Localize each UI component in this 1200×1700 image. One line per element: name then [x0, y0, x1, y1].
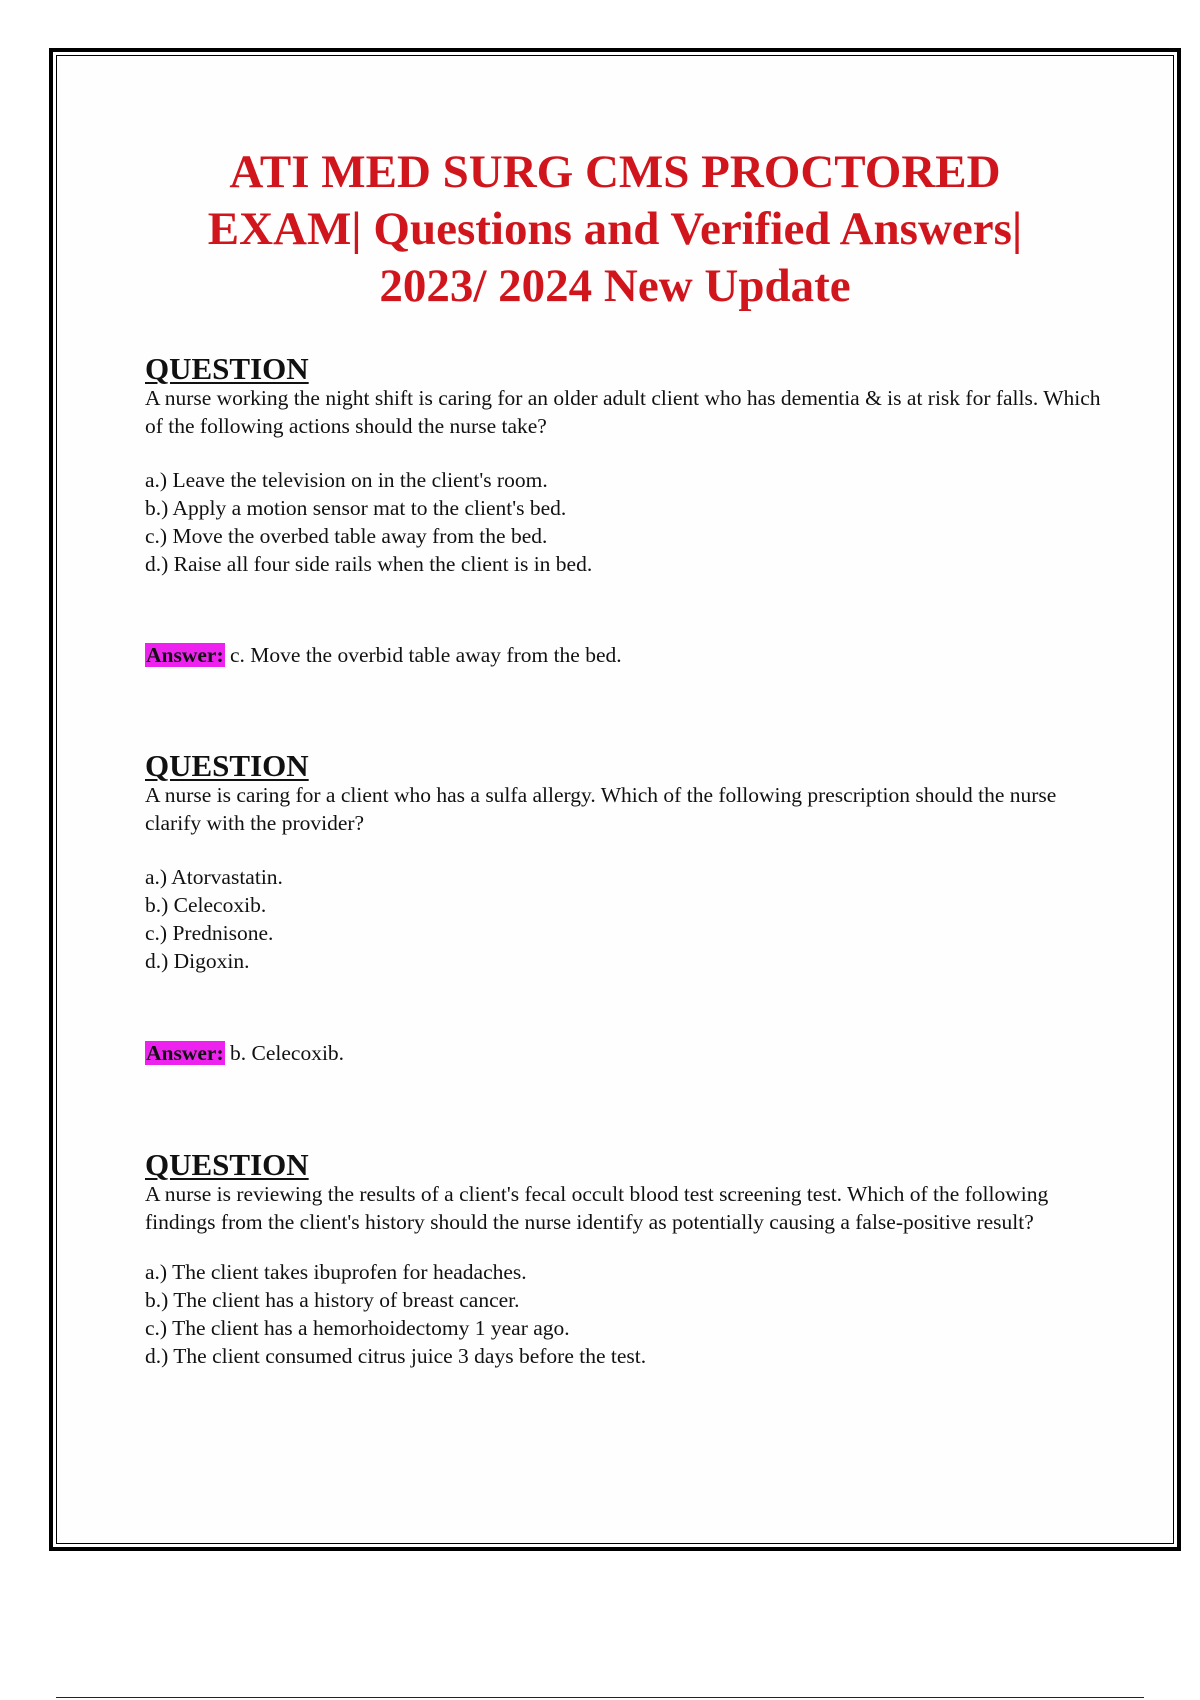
question-3 [145, 1147, 1105, 1370]
option-c: c.) Prednisone. [145, 921, 274, 945]
option-list [145, 1258, 1105, 1370]
option-a: a.) Leave the television on in the client's room. [145, 468, 548, 492]
answer-text: c. Move the overbid table away from the bed. [224, 643, 622, 667]
document-title [57, 144, 1173, 315]
footer-divider [56, 1697, 1144, 1698]
question-heading: QUESTION [145, 748, 309, 783]
page-content [56, 55, 1174, 1544]
option-list [145, 466, 1105, 578]
option-d: d.) Raise all four side rails when the client is in bed. [145, 552, 593, 576]
option-c: c.) Move the overbed table away from the bed. [145, 524, 548, 548]
question-2 [145, 748, 1105, 975]
option-c: c.) The client has a hemorhoidectomy 1 year ago. [145, 1316, 570, 1340]
question-text: A nurse is caring for a client who has a sulfa allergy. Which of the following prescription should the nurse clarify with the provider? [145, 783, 1057, 835]
option-a: a.) Atorvastatin. [145, 865, 283, 889]
answer-text: b. Celecoxib. [224, 1041, 345, 1065]
option-d: d.) Digoxin. [145, 949, 250, 973]
answer-2 [145, 1039, 344, 1067]
option-b: b.) The client has a history of breast cancer. [145, 1288, 520, 1312]
title-line-1: ATI MED SURG CMS PROCTORED [229, 146, 1001, 198]
option-b: b.) Celecoxib. [145, 893, 267, 917]
question-text: A nurse working the night shift is caring for an older adult client who has dementia & is at risk for falls. Which of the following actions should the nurse take? [145, 386, 1101, 438]
page-border [49, 48, 1181, 1551]
option-list [145, 863, 1105, 975]
title-line-3: 2023/ 2024 New Update [379, 260, 851, 312]
answer-label: Answer: [146, 1041, 224, 1065]
question-1 [145, 351, 1105, 578]
option-d: d.) The client consumed citrus juice 3 days before the test. [145, 1344, 647, 1368]
option-a: a.) The client takes ibuprofen for headaches. [145, 1260, 527, 1284]
question-heading: QUESTION [145, 351, 309, 386]
question-text: A nurse is reviewing the results of a client's fecal occult blood test screening test. Which of the following findings from the client's history should the nurse identify as potentially causing a false-positive result? [145, 1182, 1049, 1234]
option-b: b.) Apply a motion sensor mat to the client's bed. [145, 496, 567, 520]
title-line-2: EXAM| Questions and Verified Answers| [207, 203, 1023, 255]
answer-1 [145, 641, 622, 669]
question-heading: QUESTION [145, 1147, 309, 1182]
answer-label: Answer: [146, 643, 224, 667]
